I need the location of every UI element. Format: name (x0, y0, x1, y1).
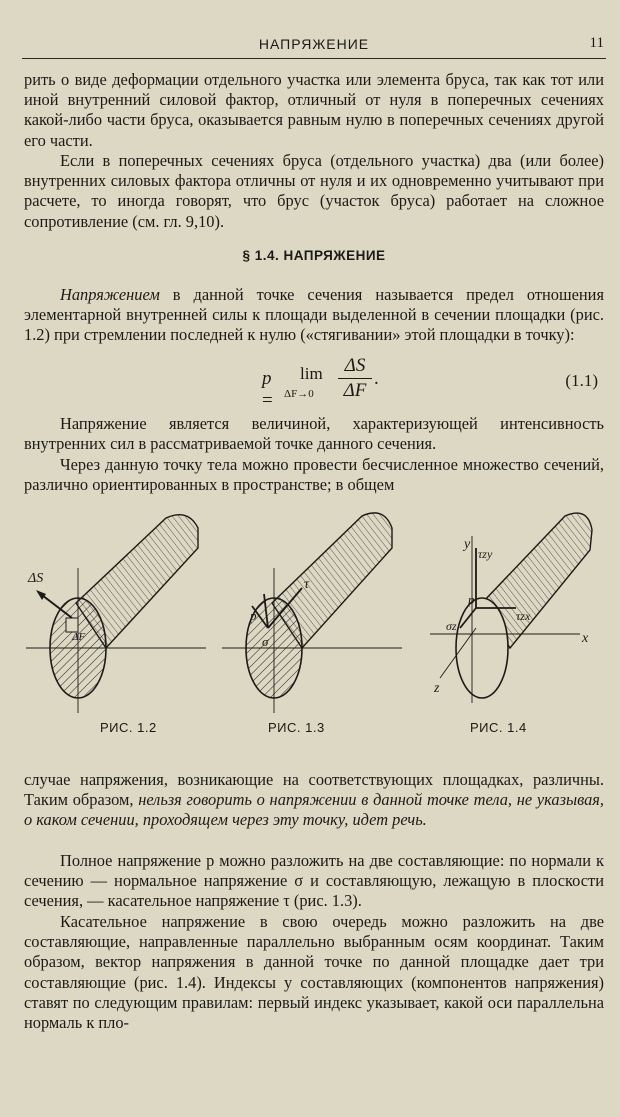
area-element (66, 618, 78, 632)
definition-text: в данной точке сечения называется предел отношения элементарной внутренней силы к площади выделенной в сечении площадки (рис. 1.2) при стремлении последней к нулю («стягивании» этой площадки в точку): (24, 285, 604, 345)
equation-number: (1.1) (565, 371, 598, 390)
paragraph-stress-intensity: Напряжение является величиной, характеризующей интенсивность внутренних сил в рассматриваемой точке данного сечения. (24, 414, 604, 454)
running-title: НАПРЯЖЕНИЕ (258, 36, 370, 52)
formula-lhs (262, 368, 273, 412)
formula-equals: = (262, 390, 273, 411)
formula-fraction (338, 354, 372, 403)
formula-numerator: ΔS (338, 354, 372, 379)
label-x: x (582, 631, 589, 646)
label-p: p (250, 608, 257, 623)
text-normal: случае напряжения, возникающие на соответствующих площадках, различны. Таким образом, (24, 770, 604, 810)
label-sigma-z: σz (446, 619, 457, 633)
text-emphasis: нельзя говорить о напряжении в данной точке тела, не указывая, о каком сечении, проходящем через эту точку, идет речь. (24, 790, 604, 830)
formula-lim-subscript: ΔF→0 (284, 388, 314, 400)
formula-lim: lim (300, 364, 323, 383)
label-tau: τ (304, 577, 310, 592)
section-heading: § 1.4. НАПРЯЖЕНИЕ (242, 248, 386, 263)
label-tau-zx: τzx (516, 609, 531, 623)
paragraph-sections: Через данную точку тела можно провести бесчисленное множество сечений, различно ориентированных в пространстве; в общем (24, 455, 604, 495)
figure-1-4 (420, 508, 600, 716)
paragraph-continuation: рить о виде деформации отдельного участка или элемента бруса, так как тот или иной внутренний силовой фактор, отличный от нуля в поперечных сечениях какой-либо части бруса, оказывается равным нулю в поперечных сечениях другой его части. (24, 70, 604, 150)
force-arrowhead (36, 590, 46, 600)
label-y: y (464, 537, 471, 552)
paragraph-full-stress: Полное напряжение p можно разложить на две составляющие: по нормали к сечению — нормальное напряжение σ и составляющую, лежащую в плоскости сечения, — касательное напряжение τ (рис. 1.3). (24, 851, 604, 911)
formula-p: p (262, 368, 272, 389)
paragraph-stress-definition (24, 285, 604, 346)
paragraph-shear-components: Касательное напряжение в свою очередь можно разложить на две составляющие, направленные параллельно выбранным осям координат. Таким образом, вектор напряжения в данной точке по данной площадке дает три составляющие (рис. 1.4). Индексы у составляющих (компонентов напряжения) ставят по следующим правилам: первый индекс указывает, какой оси параллельна нормаль к пло- (24, 912, 604, 1033)
label-z: z (434, 681, 440, 696)
label-p: p (468, 592, 475, 607)
label-delta-f: ΔF (72, 631, 86, 643)
paragraph-stress-depends-on-section (24, 770, 604, 831)
caption-fig-1-2: РИС. 1.2 (100, 720, 157, 735)
running-header (22, 30, 606, 59)
figure-1-3 (222, 508, 412, 716)
figure-1-2 (26, 508, 216, 716)
label-delta-s: ΔS (28, 571, 44, 586)
label-tau-zy: τzy (478, 547, 493, 561)
cross-section (456, 598, 508, 698)
label-sigma: σ (262, 634, 269, 649)
formula-period: . (374, 368, 379, 389)
term-stress: Напряжением (60, 285, 160, 304)
caption-fig-1-3: РИС. 1.3 (268, 720, 325, 735)
paragraph-complex-resistance: Если в поперечных сечениях бруса (отдельного участка) два (или более) внутренних силовых фактора отличны от нуля и их одновременно учитывают при расчете, то иногда говорят, что брус (участок бруса) работает на сложное сопротивление (см. гл. 9,10). (24, 151, 604, 231)
caption-fig-1-4: РИС. 1.4 (470, 720, 527, 735)
page-number: 11 (589, 35, 604, 51)
formula-denominator: ΔF (343, 380, 367, 401)
